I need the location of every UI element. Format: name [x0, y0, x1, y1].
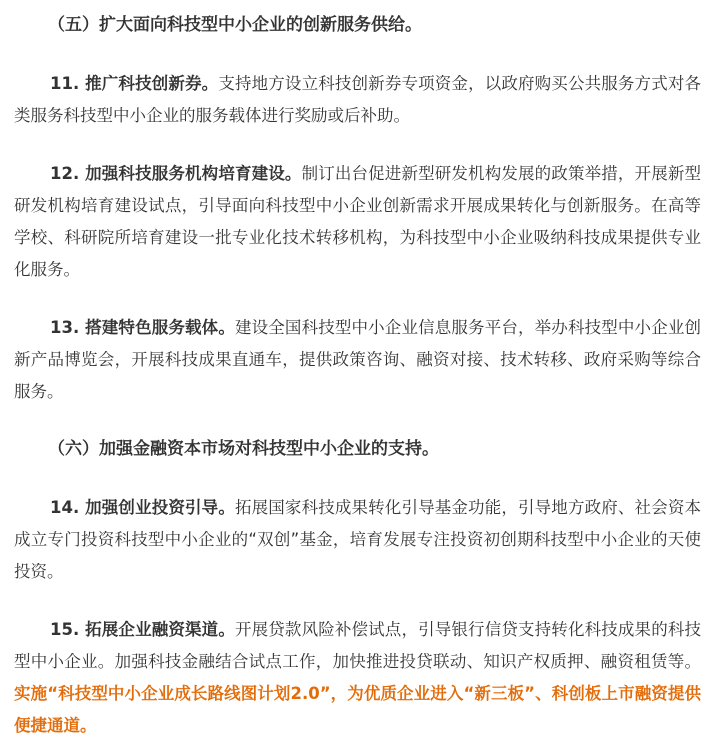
policy-item-body: 制订出台促进新型研发机构发展的政策举措，开展新型研发机构培育建设试点，引导面向科技型中小企业创新需求开展成果转化与创新服务。在高等学校、科研院所培育建设一批专业化技术转移机构，为科技型中小企业吸纳科技成果提供专业化服务。	[14, 164, 701, 279]
policy-item-title: 13. 搭建特色服务载体。	[50, 318, 235, 337]
policy-item-title: 12. 加强科技服务机构培育建设。	[50, 164, 302, 183]
policy-item	[14, 614, 701, 742]
highlighted-text: 实施“科技型中小企业成长路线图计划2.0”，为优质企业进入“新三板”、科创板上市融资提供便捷通道。	[14, 684, 701, 735]
policy-item-body: 支持地方设立科技创新券专项资金，以政府购买公共服务方式对各类服务科技型中小企业的服务载体进行奖励或后补助。	[14, 74, 702, 125]
section-heading: （六）加强金融资本市场对科技型中小企业的支持。	[48, 439, 439, 459]
policy-item-title: 14. 加强创业投资引导。	[50, 498, 235, 517]
policy-item-title: 11. 推广科技创新券。	[50, 74, 219, 93]
section-heading: （五）扩大面向科技型中小企业的创新服务供给。	[48, 15, 422, 35]
policy-item-title: 15. 拓展企业融资渠道。	[50, 620, 235, 639]
policy-item	[14, 492, 701, 588]
policy-item	[14, 312, 701, 408]
policy-item-body: 拓展国家科技成果转化引导基金功能，引导地方政府、社会资本成立专门投资科技型中小企业的“双创”基金，培育发展专注投资初创期科技型中小企业的天使投资。	[14, 498, 701, 581]
policy-item-body: 建设全国科技型中小企业信息服务平台，举办科技型中小企业创新产品博览会，开展科技成果直通车，提供政策咨询、融资对接、技术转移、政府采购等综合服务。	[14, 318, 701, 401]
policy-item-body: 开展贷款风险补偿试点，引导银行信贷支持转化科技成果的科技型中小企业。加强科技金融结合试点工作，加快推进投贷联动、知识产权质押、融资租赁等。	[14, 620, 701, 671]
policy-item	[14, 68, 701, 132]
policy-item	[14, 158, 701, 286]
